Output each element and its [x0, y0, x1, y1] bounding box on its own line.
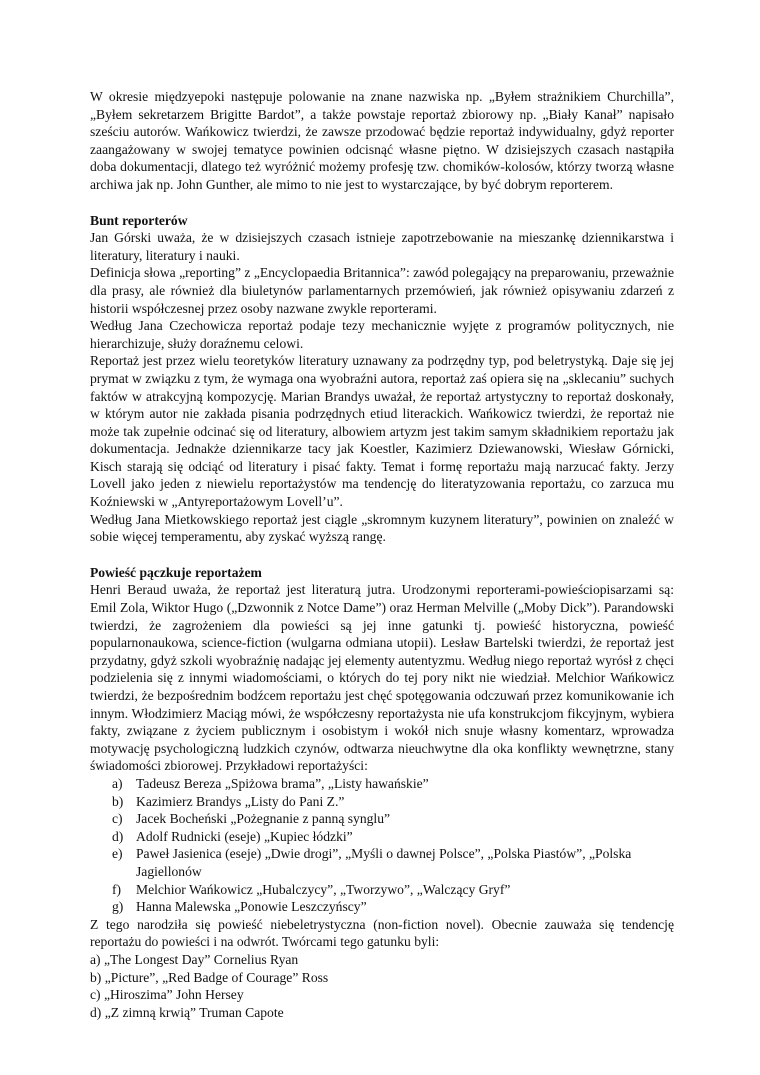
list-item	[90, 793, 674, 811]
list-item-text: Hanna Malewska „Ponowie Leszczyńscy”	[136, 899, 367, 915]
list-marker: g)	[112, 899, 124, 915]
paragraph: Jan Górski uważa, że w dzisiejszych czasach istnieje zapotrzebowanie na mieszankę dziennikarstwa i literatury, literatury i nauki.	[90, 230, 674, 263]
list-marker: e)	[112, 846, 123, 862]
section-heading-bunt-reporterow: Bunt reporterów	[90, 212, 188, 228]
nonfiction-works-list	[90, 951, 674, 1021]
list-item-text: Jacek Bocheński „Pożegnanie z panną synglu”	[136, 811, 391, 827]
list-item-text: Paweł Jasienica (eseje) „Dwie drogi”, „Myśli o dawnej Polsce”, „Polska Piastów”, „Polska Jagiellonów	[136, 846, 632, 879]
list-marker: b)	[112, 793, 124, 809]
list-marker: c)	[112, 811, 123, 827]
intro-paragraph: W okresie międzyepoki następuje polowanie na znane nazwiska np. „Byłem strażnikiem Churchilla”, „Byłem sekretarzem Brigitte Bardot”, a także powstaje reportaż zbiorowy np. „Biały Kanał” napisało sześciu autorów. Wańkowicz twierdzi, że zawsze przodować będzie reportaż indywidualny, gdyż reporter zaangażowany w swojej tematyce powinien odcisnąć własne piętno. W dzisiejszych czasach nastąpiła doba dokumentacji, dlatego też wyróżnić możemy profesję tzw. chomików-kolosów, którzy tworzą własne archiwa jak np. John Gunther, ale mimo to nie jest to wystarczające, by być dobrym reporterem.	[90, 89, 674, 192]
paragraph: Definicja słowa „reporting” z „Encyclopaedia Britannica”: zawód polegający na preparowaniu, przeważnie dla prasy, ale również dla biuletynów parlamentarnych przemówień, jak również opisywaniu zdarzeń z historii współczesnej przez osoby nazwane zwykle reporterami.	[90, 265, 674, 316]
list-item: a) „The Longest Day” Cornelius Ryan	[90, 951, 299, 967]
paragraph: Reportaż jest przez wielu teoretyków literatury uznawany za podrzędny typ, pod beletrystyką. Daje się jej prymat w związku z tym, że wymaga ona wyobraźni autora, reportaż zaś opiera się na „sklecaniu” suchych faktów w atrakcyjną kompozycję. Marian Brandys uważał, że reportaż artystyczny to reportaż doskonały, w którym autor nie zakłada pisania podrzędnych etiud literackich. Wańkowicz twierdzi, że reportaż nie może tak zupełnie odcinać się od literatury, albowiem artyzm jest takim samym składnikiem reportażu jak dokumentacja. Jednakże dziennikarze tacy jak Koestler, Kazimierz Dziewanowski, Wiesław Górnicki, Kisch starają się odciąć od literatury i pisać fakty. Temat i formę reportażu mają narzucać fakty. Jerzy Lovell jako jeden z niewielu reportażystów ma tendencję do literatyzowania reportażu, co zarzuca mu Koźniewski w „Antyreportażowym Lovell’u”.	[90, 353, 674, 510]
list-item	[90, 828, 674, 846]
list-marker: a)	[112, 775, 123, 791]
list-item	[90, 898, 674, 916]
list-item-text: Melchior Wańkowicz „Hubalczycy”, „Tworzywo”, „Walczący Gryf”	[136, 881, 511, 897]
paragraph: Według Jana Mietkowskiego reportaż jest ciągle „skromnym kuzynem literatury”, powinien on znaleźć w sobie więcej temperamentu, aby zyskać wyższą rangę.	[90, 511, 674, 545]
reporters-list	[90, 775, 674, 916]
list-item-text: Kazimierz Brandys „Listy do Pani Z.”	[136, 793, 345, 809]
list-item	[90, 845, 674, 880]
list-marker: d)	[112, 828, 124, 844]
section-heading-powiesc-paczkuje: Powieść pączkuje reportażem	[90, 564, 262, 580]
paragraph: Henri Beraud uważa, że reportaż jest literaturą jutra. Urodzonymi reporterami-powieściopisarzami są: Emil Zola, Wiktor Hugo („Dzwonnik z Notce Dame”) oraz Herman Melville („Moby Dick”). Parandowski twierdzi, że zagrożeniem dla powieści są jej inne gatunki tj. powieść historyczna, powieść popularnonaukowa, science-fiction (wulgarna odmiana utopii). Lesław Bartelski twierdzi, że reportaż jest przydatny, gdyż szkoli wyobraźnię nadając jej elementy autentyzmu. Według niego reportaż wyrósł z chęci podzielenia się z innymi wiadomościami, o których do tej pory nikt nie wiedział. Melchior Wańkowicz twierdzi, że bezpośrednim bodźcem reportażu jest chęć spotęgowania odczuwań przez komunikowanie ich innym. Włodzimierz Maciąg mówi, że współczesny reportażysta nie ufa konstrukcjom fikcyjnym, wybiera fakty, związane z życiem publicznym i osobistym i wokół nich snuje własny komentarz, wprowadza motywację psychologiczną ludzkich czynów, odtwarza nieuchwytne dla oka konflikty wewnętrzne, stany świadomości zbiorowej. Przykładowi reportażyści:	[90, 582, 674, 774]
list-item	[90, 775, 674, 793]
list-item: b) „Picture”, „Red Badge of Courage” Ross	[90, 969, 329, 985]
list-item-text: Tadeusz Bereza „Spiżowa brama”, „Listy hawańskie”	[136, 775, 429, 791]
list-marker: f)	[112, 881, 122, 897]
list-item	[90, 881, 674, 899]
section-spacer	[90, 546, 674, 564]
list-item: d) „Z zimną krwią” Truman Capote	[90, 1004, 284, 1020]
list-item-text: Adolf Rudnicki (eseje) „Kupiec łódzki”	[136, 828, 353, 844]
list-item	[90, 810, 674, 828]
paragraph: Z tego narodziła się powieść niebeletrystyczna (non-fiction novel). Obecnie zauważa się tendencję reportażu do powieści i na odwrót. Twórcami tego gatunku byli:	[90, 916, 674, 950]
paragraph: Według Jana Czechowicza reportaż podaje tezy mechanicznie wyjęte z programów politycznych, nie hierarchizuje, służy doraźnemu celowi.	[90, 318, 674, 351]
list-item: c) „Hiroszima” John Hersey	[90, 987, 244, 1003]
section-spacer	[90, 194, 674, 212]
